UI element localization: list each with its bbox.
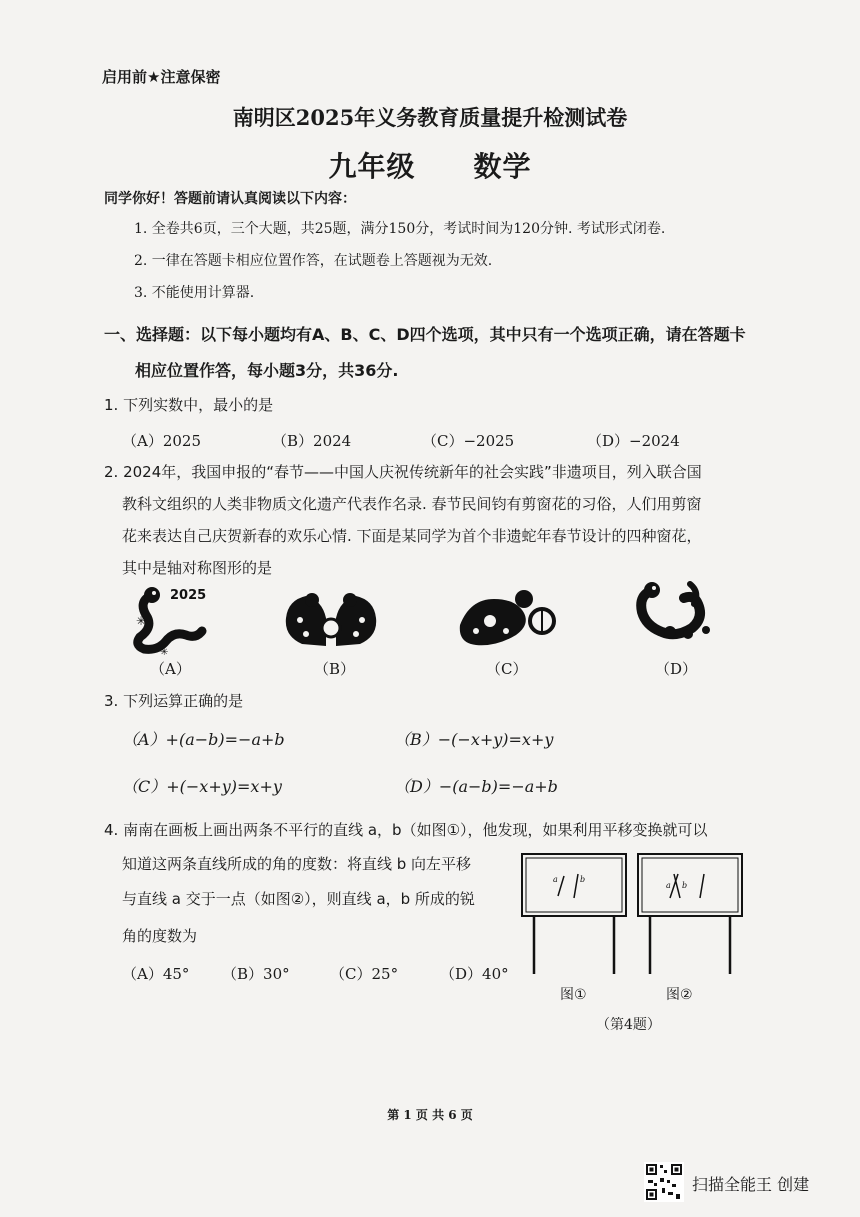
question-2-line: 2. 2024年，我国申报的“春节——中国人庆祝传统新年的社会实践”非遗项目，列入联合国 (104, 463, 702, 481)
window-flower-d (630, 580, 714, 646)
figure-year: 2025 (170, 588, 207, 603)
window-flower-b (276, 588, 386, 650)
q3-option-d: （D）−(a−b)=−a+b (394, 777, 558, 796)
q2-label-d: （D） (655, 660, 698, 678)
figure-caption: （第4题） (596, 1017, 661, 1033)
q2-label-b: （B） (314, 660, 356, 678)
question-4-line: 角的度数为 (122, 927, 198, 945)
svg-text:✳: ✳ (160, 647, 169, 657)
window-flower-c (450, 585, 562, 651)
q4-option-d: （D）40° (440, 965, 509, 983)
question-1-stem: 1. 下列实数中，最小的是 (104, 396, 274, 414)
section-heading: 一、选择题：以下每小题均有A、B、C、D四个选项，其中只有一个选项正确，请在答题卡 (104, 325, 746, 344)
window-flower-a (130, 585, 220, 657)
q3-option-a: （A）+(a−b)=−a+b (122, 730, 285, 749)
page-number: 第 1 页 共 6 页 (387, 1108, 473, 1122)
q4-option-b: （B）30° (222, 965, 290, 983)
instructions-intro: 同学你好！答题前请认真阅读以下内容： (104, 191, 356, 207)
q1-option-c: （C）−2025 (422, 432, 515, 450)
exam-subject: 九年级 数学 (328, 150, 532, 183)
section-heading-cont: 相应位置作答，每小题3分，共36分. (135, 361, 399, 380)
question-2-line: 其中是轴对称图形的是 (122, 559, 273, 577)
svg-text:a: a (553, 875, 558, 884)
q2-label-c: （C） (486, 660, 528, 678)
q3-option-c: （C）+(−x+y)=x+y (122, 777, 282, 796)
q1-option-b: （B）2024 (272, 432, 352, 450)
svg-text:a: a (666, 881, 671, 890)
instruction-item: 2. 一律在答题卡相应位置作答，在试题卷上答题视为无效. (134, 253, 493, 269)
qr-code-icon (644, 1162, 684, 1202)
scanner-watermark: 扫描全能王 创建 (692, 1175, 810, 1194)
q4-option-c: （C）25° (330, 965, 399, 983)
question-4-line: 知道这两条直线所成的角的度数：将直线 b 向左平移 (122, 855, 472, 873)
instruction-item: 1. 全卷共6页，三个大题，共25题，满分150分，考试时间为120分钟. 考试形式闭卷. (134, 221, 666, 237)
q4-option-a: （A）45° (122, 965, 190, 983)
question-2-line: 花来表达自己庆贺新春的欢乐心情. 下面是某同学为首个非遗蛇年春节设计的四种窗花， (122, 527, 702, 545)
question-4-line: 4. 南南在画板上画出两条不平行的直线 a，b（如图①），他发现，如果利用平移变换就可以 (104, 821, 708, 839)
svg-text:✳: ✳ (136, 614, 147, 628)
easel-figure-2 (636, 852, 746, 977)
q2-label-a: （A） (150, 660, 191, 678)
question-2-line: 教科文组织的人类非物质文化遗产代表作名录. 春节民间钧有剪窗花的习俗，人们用剪窗 (122, 495, 702, 513)
easel-figure-1 (520, 852, 630, 977)
svg-text:b: b (580, 875, 586, 884)
svg-text:b: b (682, 881, 688, 890)
q1-option-a: （A）2025 (122, 432, 202, 450)
confidential-label: 启用前★注意保密 (102, 68, 221, 86)
instruction-item: 3. 不能使用计算器. (134, 285, 255, 301)
q3-option-b: （B）−(−x+y)=x+y (394, 730, 554, 749)
question-3-stem: 3. 下列运算正确的是 (104, 692, 244, 710)
question-4-line: 与直线 a 交于一点（如图②），则直线 a，b 所成的锐 (122, 890, 475, 908)
q1-option-d: （D）−2024 (587, 432, 680, 450)
figure-1-label: 图① (560, 987, 587, 1003)
exam-title: 南明区2025年义务教育质量提升检测试卷 (232, 105, 628, 130)
figure-2-label: 图② (666, 987, 693, 1003)
